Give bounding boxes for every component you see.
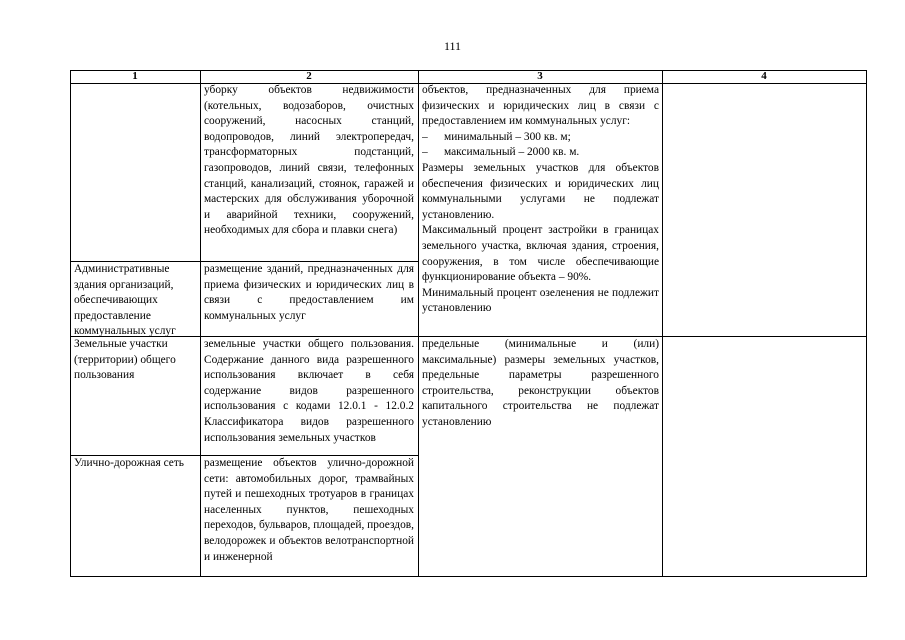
parameter-max-item: – максимальный – 2000 кв. м. [422,145,659,161]
bullet-dash: – [422,146,428,159]
page-number: 111 [443,39,462,53]
public-areas-parameters-cell: предельные (минимальные и (или) максимальные) размеры земельных участков, предельные параметры разрешенного строительства, реконструкции объектов капитального строительства не подлежат установлению [422,338,659,428]
admin-buildings-description-cell: размещение зданий, предназначенных для приема физических и юридических лиц в связи с предоставлением им коммунальных услуг [204,263,414,322]
parameters-build: Максимальный процент застройки в границах земельного участка, включая здания, строения, сооружения, в том числе обеспечивающие функционирование объекта – 90%. [422,224,659,284]
column-divider-1 [200,70,201,577]
continued-parameters-cell [422,83,659,336]
table-border-bottom [70,576,867,577]
column-header-1: 1 [132,70,138,82]
column-header-3: 3 [537,70,543,82]
parameter-min-item: – минимальный – 300 кв. м; [422,130,659,146]
parameters-sizes: Размеры земельных участков для объектов обеспечения физических и юридических лиц коммунальными услугами не подлежат установлению. [422,161,659,221]
public-areas-description-cell: земельные участки общего пользования. Содержание данного вида разрешенного использования включает в себя содержание видов разрешенного использования с кодами 12.0.1 - 12.0.2 Классификатора видов разрешенного использования земельных участков [204,338,414,444]
column-header-2: 2 [306,70,312,82]
road-network-description-cell: размещение объектов улично-дорожной сети: автомобильных дорог, трамвайных путей и пешеходных тротуаров в границах населенных пунктов, пешеходных переходов, бульваров, площадей, проездов, велодорожек и объектов велотранспортной и инженерной [204,457,414,563]
road-network-name-cell: Улично-дорожная сеть [74,457,185,469]
parameters-green: Минимальный процент озеленения не подлежит установлению [422,286,659,315]
bullet-dash: – [422,130,428,143]
column-header-4: 4 [761,70,767,82]
column-divider-3 [662,70,663,577]
column-divider-2 [418,70,419,577]
table-border-left [70,70,71,577]
parameters-intro: объектов, предназначенных для приема физических и юридических лиц в связи с предоставлением им коммунальных услуг: [422,84,659,128]
continued-description-cell: уборку объектов недвижимости (котельных, водозаборов, очистных сооружений, насосных станций, водопроводов, линий электропередач, трансформаторных подстанций, газопроводов, линий связи, телефонных станций, канализаций, стоянок, гаражей и мастерских для обслуживания уборочной и аварийной техники, сооружений, необходимых для сбора и плавки снега) [204,84,414,237]
regulations-table [70,70,867,577]
admin-buildings-name-cell: Административные здания организаций, обеспечивающих предоставление коммунальных услуг [74,263,176,336]
table-border-right [866,70,867,577]
public-areas-name-cell: Земельные участки (территории) общего пользования [74,338,176,382]
